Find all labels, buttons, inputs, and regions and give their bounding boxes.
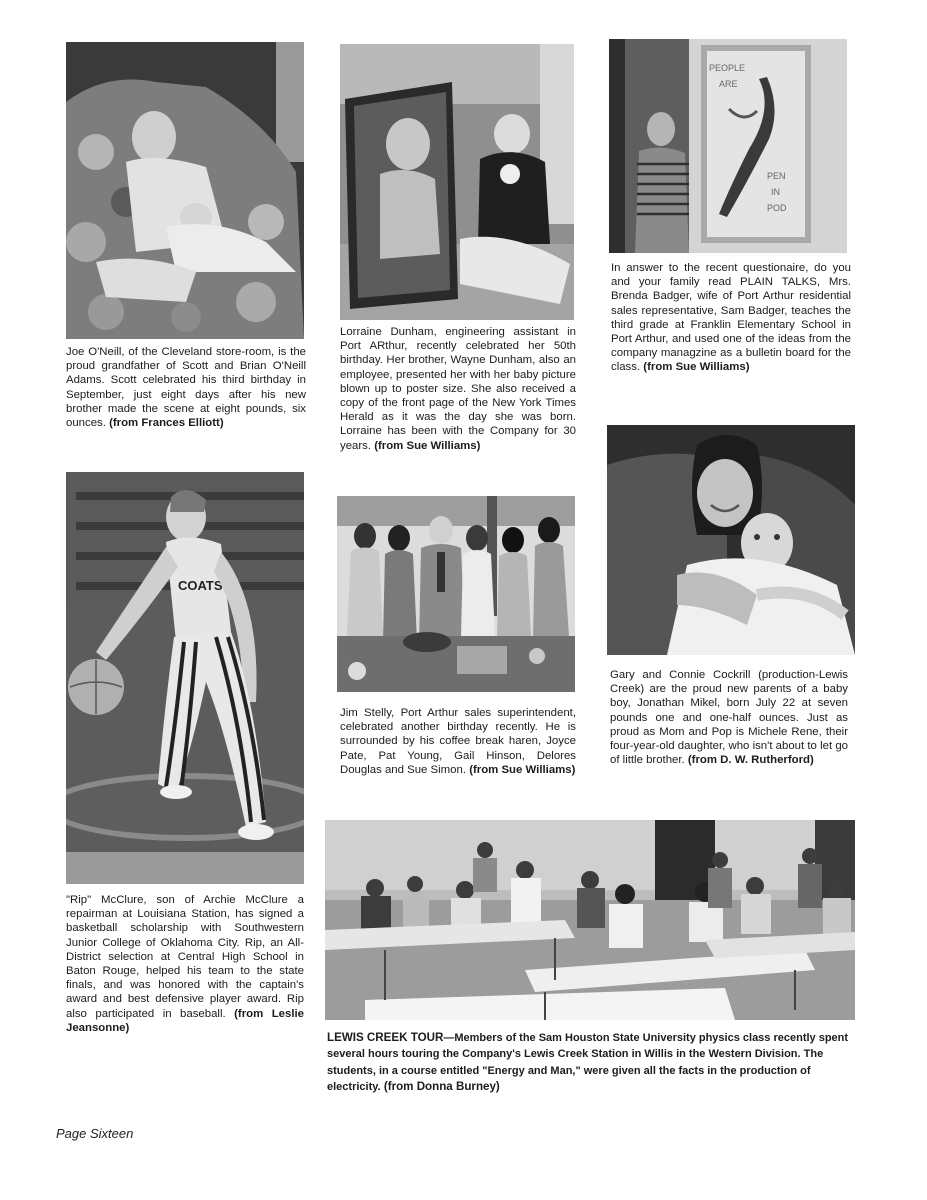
bulletin-text-2: ARE bbox=[719, 79, 738, 89]
caption-lewis-creek-lead: LEWIS CREEK TOUR bbox=[327, 1031, 444, 1044]
caption-lewis-creek-body: —Members of the Sam Houston State University physics class recently spent several hours touring the Company's Lewis Creek Station in Willis in the Western Division. The students, in a course entitled "Energy and Man," were given all the facts in the production of electricity. bbox=[327, 1032, 849, 1094]
caption-badger-body: In answer to the recent questionaire, do you and your family read PLAIN TALKS, Mrs. Brenda Badger, wife of Port Arthur residential sales representative, Sam Badger, teaches the third grade at Franklin Elementary School in Port Arthur, and used one of the ideas from the company managzine as a bulletin board for the class. bbox=[611, 262, 851, 374]
caption-cockrill-source: (from D. W. Rutherford) bbox=[687, 754, 814, 767]
caption-oneill-source: (from Frances Elliott) bbox=[109, 417, 224, 430]
caption-stelly-body: Jim Stelly, Port Arthur sales superintendent, celebrated another birthday recently. He is surrounded by his coffee break haren, Joyce Pate, Pat Young, Gail Hinson, Delores Douglas and Sue Simon. bbox=[340, 707, 576, 776]
photo-lewis-creek-tour bbox=[325, 820, 855, 1020]
photo-jim-stelly-group bbox=[337, 496, 575, 692]
caption-stelly-source: (from Sue Williams) bbox=[469, 763, 576, 776]
caption-badger-source: (from Sue Williams) bbox=[643, 361, 750, 374]
bulletin-text-3: PEN bbox=[767, 171, 786, 181]
bulletin-text-4: IN bbox=[771, 187, 780, 197]
caption-mcclure-body: "Rip" McClure, son of Archie McClure a repairman at Louisiana Station, has signed a basketball scholarship with Southwestern Junior College of Oklahoma City. Rip, an All-District selection at Central High School in Baton Rouge, helped his team to the state finals, and was honored with the captain's award and best defensive player award. Rip also participated in baseball. bbox=[66, 894, 304, 1020]
caption-cockrill bbox=[610, 668, 848, 767]
caption-dunham-body: Lorraine Dunham, engineering assistant in Port ARthur, recently celebrated her 50th birthday. Her brother, Wayne Dunham, also an employee, presented her with her baby picture blown up to poster size. She also received a copy of the front page of the New York Times Herald as it was the day she was born. Lorraine has been with the Company for 30 years. bbox=[340, 326, 576, 452]
photo-oneill-grandsons bbox=[66, 42, 304, 339]
photo-lorraine-dunham bbox=[340, 44, 574, 320]
caption-dunham bbox=[340, 325, 576, 453]
caption-cockrill-body: Gary and Connie Cockrill (production-Lewis Creek) are the proud new parents of a baby boy, Jonathan Mikel, born July 22 at seven pounds one and one-half ounces. Just as proud as Mom and Pop is Michele Rene, their four-year-old daughter, who isn't about to let go of little brother. bbox=[610, 669, 848, 767]
caption-badger bbox=[611, 261, 851, 375]
caption-dunham-source: (from Sue Williams) bbox=[374, 439, 481, 452]
bulletin-text-1: PEOPLE bbox=[709, 63, 746, 73]
caption-oneill-body: Joe O'Neill, of the Cleveland store-room, is the proud grandfather of Scott and Brian O'Neill Adams. Scott celebrated his third birthday in September, just eight days after his new brother made the scene at eight pounds, six ounces. bbox=[66, 346, 306, 430]
caption-oneill bbox=[66, 345, 306, 430]
photo-rip-mcclure bbox=[66, 472, 304, 884]
photo-brenda-badger bbox=[609, 39, 847, 253]
caption-lewis-creek bbox=[327, 1030, 857, 1096]
caption-stelly bbox=[340, 706, 576, 777]
caption-mcclure-source: (from Leslie Jeansonne) bbox=[66, 1007, 304, 1034]
caption-mcclure bbox=[66, 893, 304, 1035]
jersey-text: COATS bbox=[178, 578, 223, 593]
photo-cockrill-children bbox=[607, 425, 855, 655]
bulletin-text-5: POD bbox=[767, 203, 787, 213]
caption-lewis-creek-source: (from Donna Burney) bbox=[383, 1080, 500, 1094]
page-number: Page Sixteen bbox=[56, 1126, 134, 1141]
